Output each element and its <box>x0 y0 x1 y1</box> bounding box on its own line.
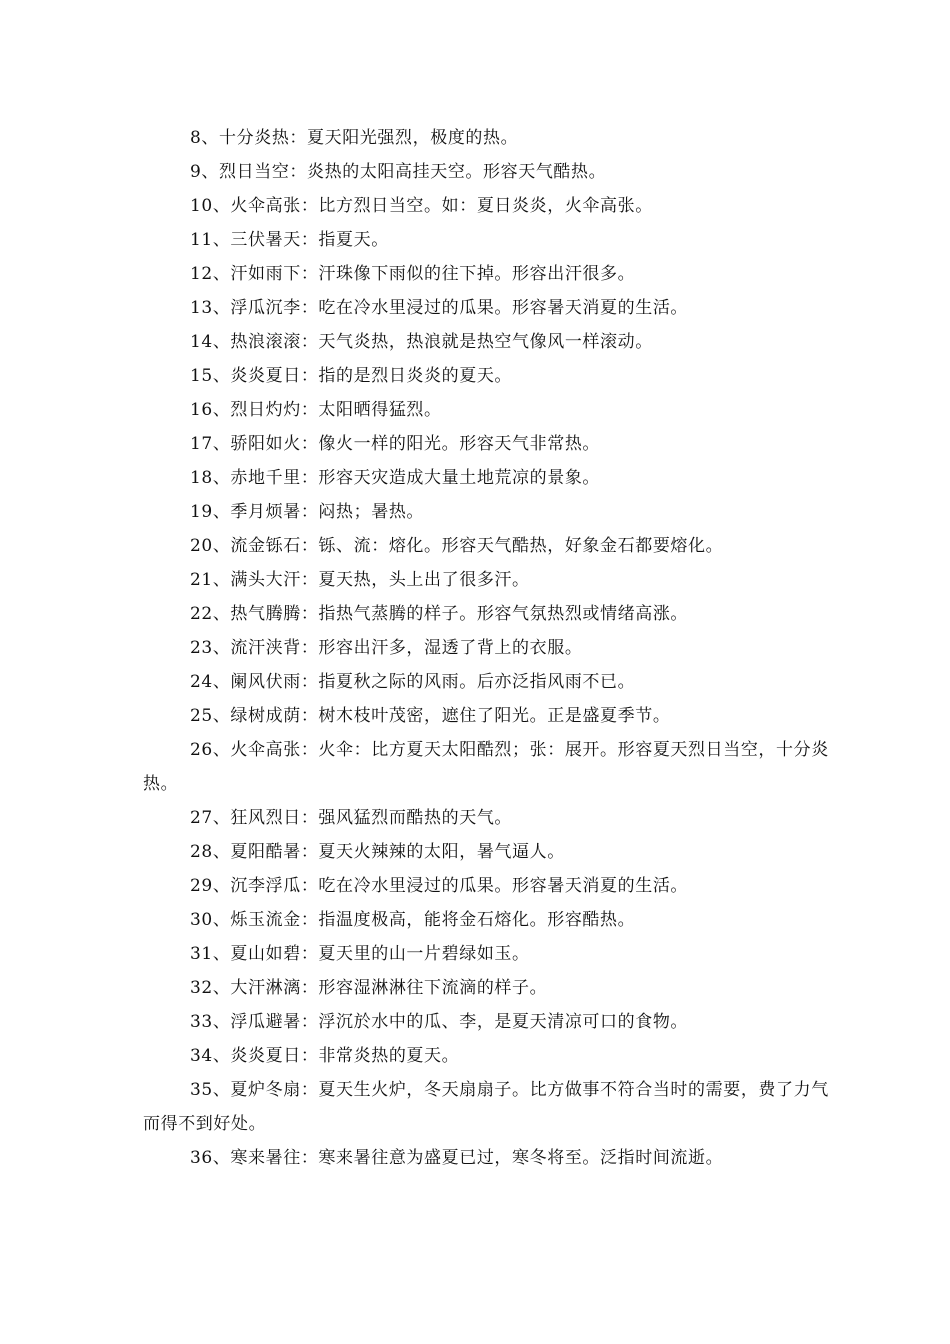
list-item: 24、阑风伏雨：指夏秋之际的风雨。后亦泛指风雨不已。 <box>190 672 636 692</box>
list-item: 33、浮瓜避暑：浮沉於水中的瓜、李，是夏天清凉可口的食物。 <box>190 1012 689 1032</box>
list-item: 13、浮瓜沉李：吃在冷水里浸过的瓜果。形容暑天消夏的生活。 <box>190 298 689 318</box>
list-item: 15、炎炎夏日：指的是烈日炎炎的夏天。 <box>190 366 513 386</box>
list-item: 10、火伞高张：比方烈日当空。如：夏日炎炎，火伞高张。 <box>190 196 653 216</box>
idiom-list <box>143 121 829 1175</box>
list-item: 21、满头大汗：夏天热，头上出了很多汗。 <box>190 570 530 590</box>
list-item: 36、寒来暑往：寒来暑往意为盛夏已过，寒冬将至。泛指时间流逝。 <box>190 1148 724 1168</box>
list-item: 32、大汗淋漓：形容湿淋淋往下流滴的样子。 <box>190 978 548 998</box>
list-item: 28、夏阳酷暑：夏天火辣辣的太阳，暑气逼人。 <box>190 842 565 862</box>
list-item: 22、热气腾腾：指热气蒸腾的样子。形容气氛热烈或情绪高涨。 <box>190 604 689 624</box>
list-item: 23、流汗浃背：形容出汗多，湿透了背上的衣服。 <box>190 638 583 658</box>
list-item: 34、炎炎夏日：非常炎热的夏天。 <box>190 1046 460 1066</box>
list-item: 29、沉李浮瓜：吃在冷水里浸过的瓜果。形容暑天消夏的生活。 <box>190 876 689 896</box>
list-item: 12、汗如雨下：汗珠像下雨似的往下掉。形容出汗很多。 <box>190 264 636 284</box>
list-item: 11、三伏暑天：指夏天。 <box>190 230 389 250</box>
list-item: 25、绿树成荫：树木枝叶茂密，遮住了阳光。正是盛夏季节。 <box>190 706 671 726</box>
list-item: 14、热浪滚滚：天气炎热，热浪就是热空气像风一样滚动。 <box>190 332 653 352</box>
list-item: 8、十分炎热：夏天阳光强烈，极度的热。 <box>190 128 519 148</box>
list-item: 9、烈日当空：炎热的太阳高挂天空。形容天气酷热。 <box>190 162 607 182</box>
list-item: 26、火伞高张：火伞：比方夏天太阳酷烈；张：展开。形容夏天烈日当空，十分炎热。 <box>143 740 829 794</box>
list-item: 17、骄阳如火：像火一样的阳光。形容天气非常热。 <box>190 434 601 454</box>
list-item: 27、狂风烈日：强风猛烈而酷热的天气。 <box>190 808 513 828</box>
list-item: 19、季月烦暑：闷热；暑热。 <box>190 502 425 522</box>
list-item: 35、夏炉冬扇：夏天生火炉，冬天扇扇子。比方做事不符合当时的需要，费了力气而得不到好处。 <box>143 1080 829 1134</box>
list-item: 30、烁玉流金：指温度极高，能将金石熔化。形容酷热。 <box>190 910 636 930</box>
list-item: 16、烈日灼灼：太阳晒得猛烈。 <box>190 400 442 420</box>
list-item: 18、赤地千里：形容天灾造成大量土地荒凉的景象。 <box>190 468 601 488</box>
list-item: 31、夏山如碧：夏天里的山一片碧绿如玉。 <box>190 944 530 964</box>
list-item: 20、流金铄石：铄、流：熔化。形容天气酷热，好象金石都要熔化。 <box>190 536 724 556</box>
